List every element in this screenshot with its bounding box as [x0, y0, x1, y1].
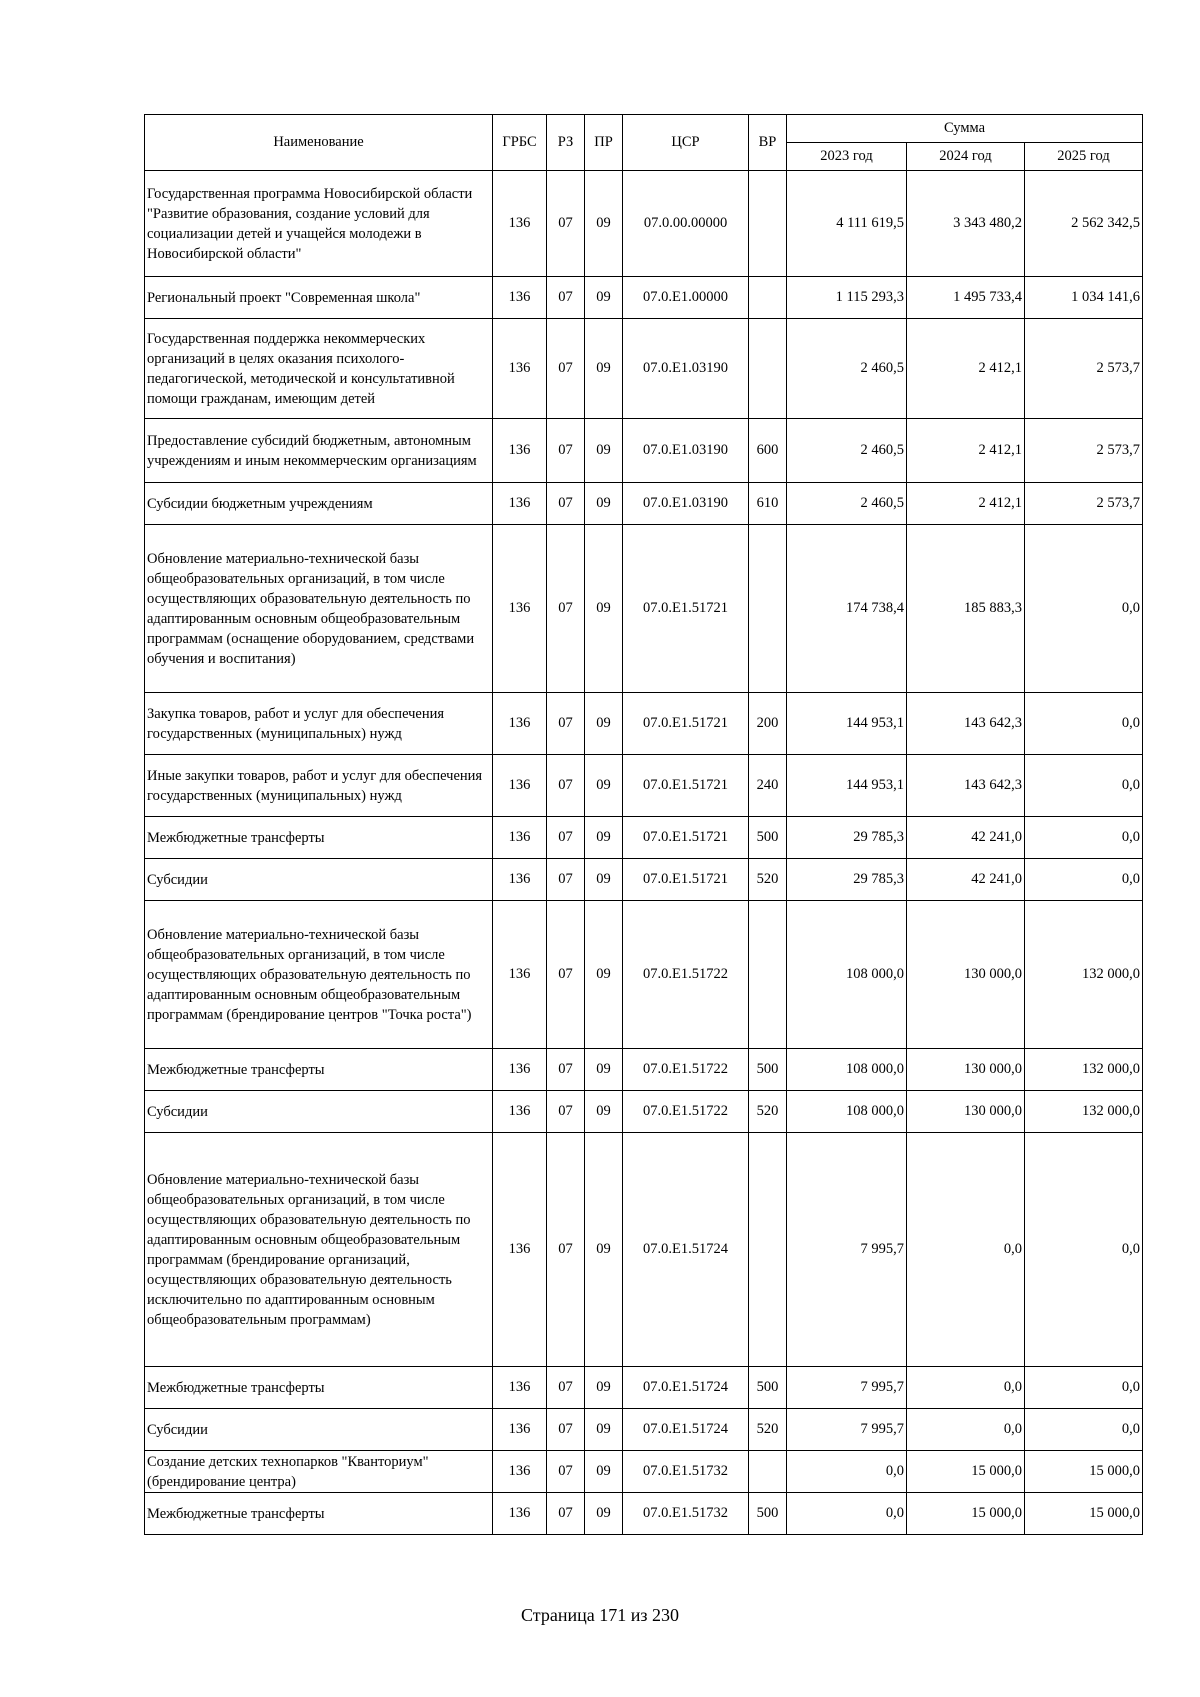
- row-sum-2025: 132 000,0: [1025, 1091, 1143, 1133]
- row-sum-2023: 7 995,7: [787, 1367, 907, 1409]
- row-csr: 07.0.E1.51722: [623, 1091, 749, 1133]
- row-name: Межбюджетные трансферты: [145, 1367, 493, 1409]
- row-sum-2024: 185 883,3: [907, 525, 1025, 693]
- row-grbs: 136: [493, 817, 547, 859]
- row-csr: 07.0.E1.51724: [623, 1409, 749, 1451]
- row-rz: 07: [547, 901, 585, 1049]
- row-rz: 07: [547, 755, 585, 817]
- row-grbs: 136: [493, 1049, 547, 1091]
- row-pr: 09: [585, 483, 623, 525]
- row-rz: 07: [547, 277, 585, 319]
- row-csr: 07.0.E1.51732: [623, 1493, 749, 1535]
- header-2023: 2023 год: [787, 143, 907, 171]
- row-grbs: 136: [493, 419, 547, 483]
- row-sum-2025: 132 000,0: [1025, 1049, 1143, 1091]
- row-sum-2023: 2 460,5: [787, 483, 907, 525]
- row-sum-2024: 2 412,1: [907, 319, 1025, 419]
- row-vr: [749, 319, 787, 419]
- row-rz: 07: [547, 1451, 585, 1493]
- table-row: [145, 171, 1143, 277]
- row-csr: 07.0.E1.03190: [623, 319, 749, 419]
- row-sum-2023: 2 460,5: [787, 319, 907, 419]
- table-row: [145, 1409, 1143, 1451]
- row-sum-2023: 144 953,1: [787, 755, 907, 817]
- row-pr: 09: [585, 319, 623, 419]
- row-vr: 500: [749, 1493, 787, 1535]
- row-name: Создание детских технопарков "Кванториум" (брендирование центра): [145, 1451, 493, 1493]
- row-pr: 09: [585, 1091, 623, 1133]
- row-sum-2024: 143 642,3: [907, 755, 1025, 817]
- table-row: [145, 483, 1143, 525]
- row-pr: 09: [585, 419, 623, 483]
- table-row: [145, 525, 1143, 693]
- row-grbs: 136: [493, 483, 547, 525]
- row-csr: 07.0.E1.51721: [623, 525, 749, 693]
- row-sum-2025: 2 573,7: [1025, 319, 1143, 419]
- row-name: Межбюджетные трансферты: [145, 1493, 493, 1535]
- row-sum-2023: 144 953,1: [787, 693, 907, 755]
- row-grbs: 136: [493, 171, 547, 277]
- row-sum-2024: 0,0: [907, 1409, 1025, 1451]
- row-sum-2023: 7 995,7: [787, 1133, 907, 1367]
- row-sum-2024: 130 000,0: [907, 1091, 1025, 1133]
- row-pr: 09: [585, 901, 623, 1049]
- row-rz: 07: [547, 1367, 585, 1409]
- row-csr: 07.0.E1.51732: [623, 1451, 749, 1493]
- row-csr: 07.0.E1.51724: [623, 1133, 749, 1367]
- row-csr: 07.0.E1.00000: [623, 277, 749, 319]
- row-rz: 07: [547, 419, 585, 483]
- header-2024: 2024 год: [907, 143, 1025, 171]
- row-grbs: 136: [493, 1367, 547, 1409]
- row-sum-2023: 29 785,3: [787, 859, 907, 901]
- row-vr: 200: [749, 693, 787, 755]
- row-pr: 09: [585, 1133, 623, 1367]
- row-sum-2024: 130 000,0: [907, 1049, 1025, 1091]
- row-grbs: 136: [493, 693, 547, 755]
- row-sum-2025: 0,0: [1025, 525, 1143, 693]
- page-number: Страница 171 из 230: [521, 1605, 679, 1625]
- row-name: Межбюджетные трансферты: [145, 817, 493, 859]
- row-grbs: 136: [493, 859, 547, 901]
- row-csr: 07.0.00.00000: [623, 171, 749, 277]
- row-name: Региональный проект "Современная школа": [145, 277, 493, 319]
- row-sum-2025: 0,0: [1025, 1409, 1143, 1451]
- row-vr: 520: [749, 859, 787, 901]
- table-row: [145, 1493, 1143, 1535]
- row-sum-2024: 42 241,0: [907, 859, 1025, 901]
- row-vr: 240: [749, 755, 787, 817]
- row-csr: 07.0.E1.03190: [623, 483, 749, 525]
- row-grbs: 136: [493, 1409, 547, 1451]
- row-sum-2023: 2 460,5: [787, 419, 907, 483]
- table-header: [145, 115, 1143, 171]
- budget-table: [144, 114, 1143, 1535]
- row-sum-2023: 108 000,0: [787, 901, 907, 1049]
- row-sum-2025: 1 034 141,6: [1025, 277, 1143, 319]
- row-sum-2025: 15 000,0: [1025, 1451, 1143, 1493]
- table-row: [145, 1367, 1143, 1409]
- row-rz: 07: [547, 483, 585, 525]
- row-sum-2024: 143 642,3: [907, 693, 1025, 755]
- row-name: Обновление материально-технической базы общеобразовательных организаций, в том числе осуществляющих образовательную деятельность по адаптированным основным общеобразовательным программам (оснащение оборудованием, средствами обучения и воспитания): [145, 525, 493, 693]
- header-rz: РЗ: [547, 115, 585, 171]
- row-sum-2024: 15 000,0: [907, 1451, 1025, 1493]
- row-sum-2023: 4 111 619,5: [787, 171, 907, 277]
- header-sum: Сумма: [787, 115, 1143, 143]
- table-row: [145, 693, 1143, 755]
- row-grbs: 136: [493, 1091, 547, 1133]
- row-vr: [749, 1451, 787, 1493]
- row-sum-2024: 2 412,1: [907, 483, 1025, 525]
- row-csr: 07.0.E1.03190: [623, 419, 749, 483]
- row-name: Закупка товаров, работ и услуг для обеспечения государственных (муниципальных) нужд: [145, 693, 493, 755]
- row-vr: [749, 171, 787, 277]
- row-vr: 500: [749, 817, 787, 859]
- row-sum-2024: 0,0: [907, 1367, 1025, 1409]
- row-sum-2025: 15 000,0: [1025, 1493, 1143, 1535]
- row-sum-2025: 2 573,7: [1025, 483, 1143, 525]
- row-pr: 09: [585, 525, 623, 693]
- row-rz: 07: [547, 525, 585, 693]
- row-sum-2024: 130 000,0: [907, 901, 1025, 1049]
- row-vr: [749, 1133, 787, 1367]
- row-name: Иные закупки товаров, работ и услуг для обеспечения государственных (муниципальных) нужд: [145, 755, 493, 817]
- table-row: [145, 901, 1143, 1049]
- row-grbs: 136: [493, 277, 547, 319]
- row-name: Обновление материально-технической базы общеобразовательных организаций, в том числе осуществляющих образовательную деятельность по адаптированным основным общеобразовательным программам (брендирование центров "Точка роста"): [145, 901, 493, 1049]
- row-sum-2023: 0,0: [787, 1493, 907, 1535]
- table-row: [145, 755, 1143, 817]
- row-rz: 07: [547, 693, 585, 755]
- row-csr: 07.0.E1.51721: [623, 755, 749, 817]
- row-grbs: 136: [493, 755, 547, 817]
- row-grbs: 136: [493, 525, 547, 693]
- row-pr: 09: [585, 859, 623, 901]
- row-grbs: 136: [493, 901, 547, 1049]
- row-csr: 07.0.E1.51721: [623, 859, 749, 901]
- row-name: Государственная поддержка некоммерческих организаций в целях оказания психолого-педагогической, методической и консультативной помощи гражданам, имеющим детей: [145, 319, 493, 419]
- row-rz: 07: [547, 319, 585, 419]
- row-rz: 07: [547, 171, 585, 277]
- row-sum-2024: 2 412,1: [907, 419, 1025, 483]
- row-vr: [749, 525, 787, 693]
- row-name: Субсидии: [145, 1409, 493, 1451]
- row-sum-2025: 0,0: [1025, 1367, 1143, 1409]
- table-body: [145, 171, 1143, 1535]
- row-name: Субсидии: [145, 859, 493, 901]
- row-sum-2023: 29 785,3: [787, 817, 907, 859]
- row-rz: 07: [547, 1133, 585, 1367]
- row-pr: 09: [585, 755, 623, 817]
- row-name: Межбюджетные трансферты: [145, 1049, 493, 1091]
- row-grbs: 136: [493, 319, 547, 419]
- row-sum-2024: 0,0: [907, 1133, 1025, 1367]
- table-row: [145, 1133, 1143, 1367]
- row-name: Субсидии: [145, 1091, 493, 1133]
- row-csr: 07.0.E1.51721: [623, 817, 749, 859]
- table-row: [145, 419, 1143, 483]
- header-grbs: ГРБС: [493, 115, 547, 171]
- row-sum-2025: 132 000,0: [1025, 901, 1143, 1049]
- header-2025: 2025 год: [1025, 143, 1143, 171]
- row-sum-2023: 7 995,7: [787, 1409, 907, 1451]
- row-sum-2025: 2 562 342,5: [1025, 171, 1143, 277]
- row-vr: [749, 901, 787, 1049]
- row-pr: 09: [585, 1409, 623, 1451]
- row-vr: 520: [749, 1091, 787, 1133]
- table-row: [145, 1091, 1143, 1133]
- row-pr: 09: [585, 1493, 623, 1535]
- row-sum-2023: 0,0: [787, 1451, 907, 1493]
- row-name: Государственная программа Новосибирской области "Развитие образования, создание условий для социализации детей и учащейся молодежи в Новосибирской области": [145, 171, 493, 277]
- row-rz: 07: [547, 1091, 585, 1133]
- table-row: [145, 277, 1143, 319]
- row-sum-2024: 1 495 733,4: [907, 277, 1025, 319]
- row-sum-2023: 174 738,4: [787, 525, 907, 693]
- row-name: Предоставление субсидий бюджетным, автономным учреждениям и иным некоммерческим организациям: [145, 419, 493, 483]
- row-pr: 09: [585, 693, 623, 755]
- row-sum-2023: 108 000,0: [787, 1049, 907, 1091]
- row-sum-2025: 2 573,7: [1025, 419, 1143, 483]
- row-pr: 09: [585, 1367, 623, 1409]
- row-csr: 07.0.E1.51722: [623, 1049, 749, 1091]
- row-pr: 09: [585, 1049, 623, 1091]
- row-vr: 520: [749, 1409, 787, 1451]
- table-row: [145, 859, 1143, 901]
- row-grbs: 136: [493, 1133, 547, 1367]
- header-pr: ПР: [585, 115, 623, 171]
- row-vr: 610: [749, 483, 787, 525]
- row-pr: 09: [585, 817, 623, 859]
- table-row: [145, 1049, 1143, 1091]
- row-vr: 500: [749, 1367, 787, 1409]
- row-sum-2025: 0,0: [1025, 755, 1143, 817]
- row-sum-2025: 0,0: [1025, 859, 1143, 901]
- row-rz: 07: [547, 817, 585, 859]
- row-csr: 07.0.E1.51724: [623, 1367, 749, 1409]
- row-grbs: 136: [493, 1493, 547, 1535]
- header-name: Наименование: [145, 115, 493, 171]
- row-vr: 600: [749, 419, 787, 483]
- table-row: [145, 319, 1143, 419]
- row-sum-2023: 108 000,0: [787, 1091, 907, 1133]
- row-name: Обновление материально-технической базы общеобразовательных организаций, в том числе осуществляющих образовательную деятельность по адаптированным основным общеобразовательным программам (брендирование организаций, осуществляющих образовательную деятельность исключительно по адаптированным основным общеобразовательным программам): [145, 1133, 493, 1367]
- table-row: [145, 1451, 1143, 1493]
- row-sum-2023: 1 115 293,3: [787, 277, 907, 319]
- row-sum-2024: 3 343 480,2: [907, 171, 1025, 277]
- row-pr: 09: [585, 1451, 623, 1493]
- row-sum-2025: 0,0: [1025, 817, 1143, 859]
- row-csr: 07.0.E1.51721: [623, 693, 749, 755]
- row-name: Субсидии бюджетным учреждениям: [145, 483, 493, 525]
- row-rz: 07: [547, 1049, 585, 1091]
- row-vr: [749, 277, 787, 319]
- header-vr: ВР: [749, 115, 787, 171]
- header-csr: ЦСР: [623, 115, 749, 171]
- row-sum-2024: 42 241,0: [907, 817, 1025, 859]
- row-rz: 07: [547, 1409, 585, 1451]
- row-sum-2024: 15 000,0: [907, 1493, 1025, 1535]
- row-sum-2025: 0,0: [1025, 1133, 1143, 1367]
- row-rz: 07: [547, 859, 585, 901]
- row-vr: 500: [749, 1049, 787, 1091]
- table-row: [145, 817, 1143, 859]
- row-csr: 07.0.E1.51722: [623, 901, 749, 1049]
- row-grbs: 136: [493, 1451, 547, 1493]
- row-rz: 07: [547, 1493, 585, 1535]
- row-sum-2025: 0,0: [1025, 693, 1143, 755]
- row-pr: 09: [585, 171, 623, 277]
- row-pr: 09: [585, 277, 623, 319]
